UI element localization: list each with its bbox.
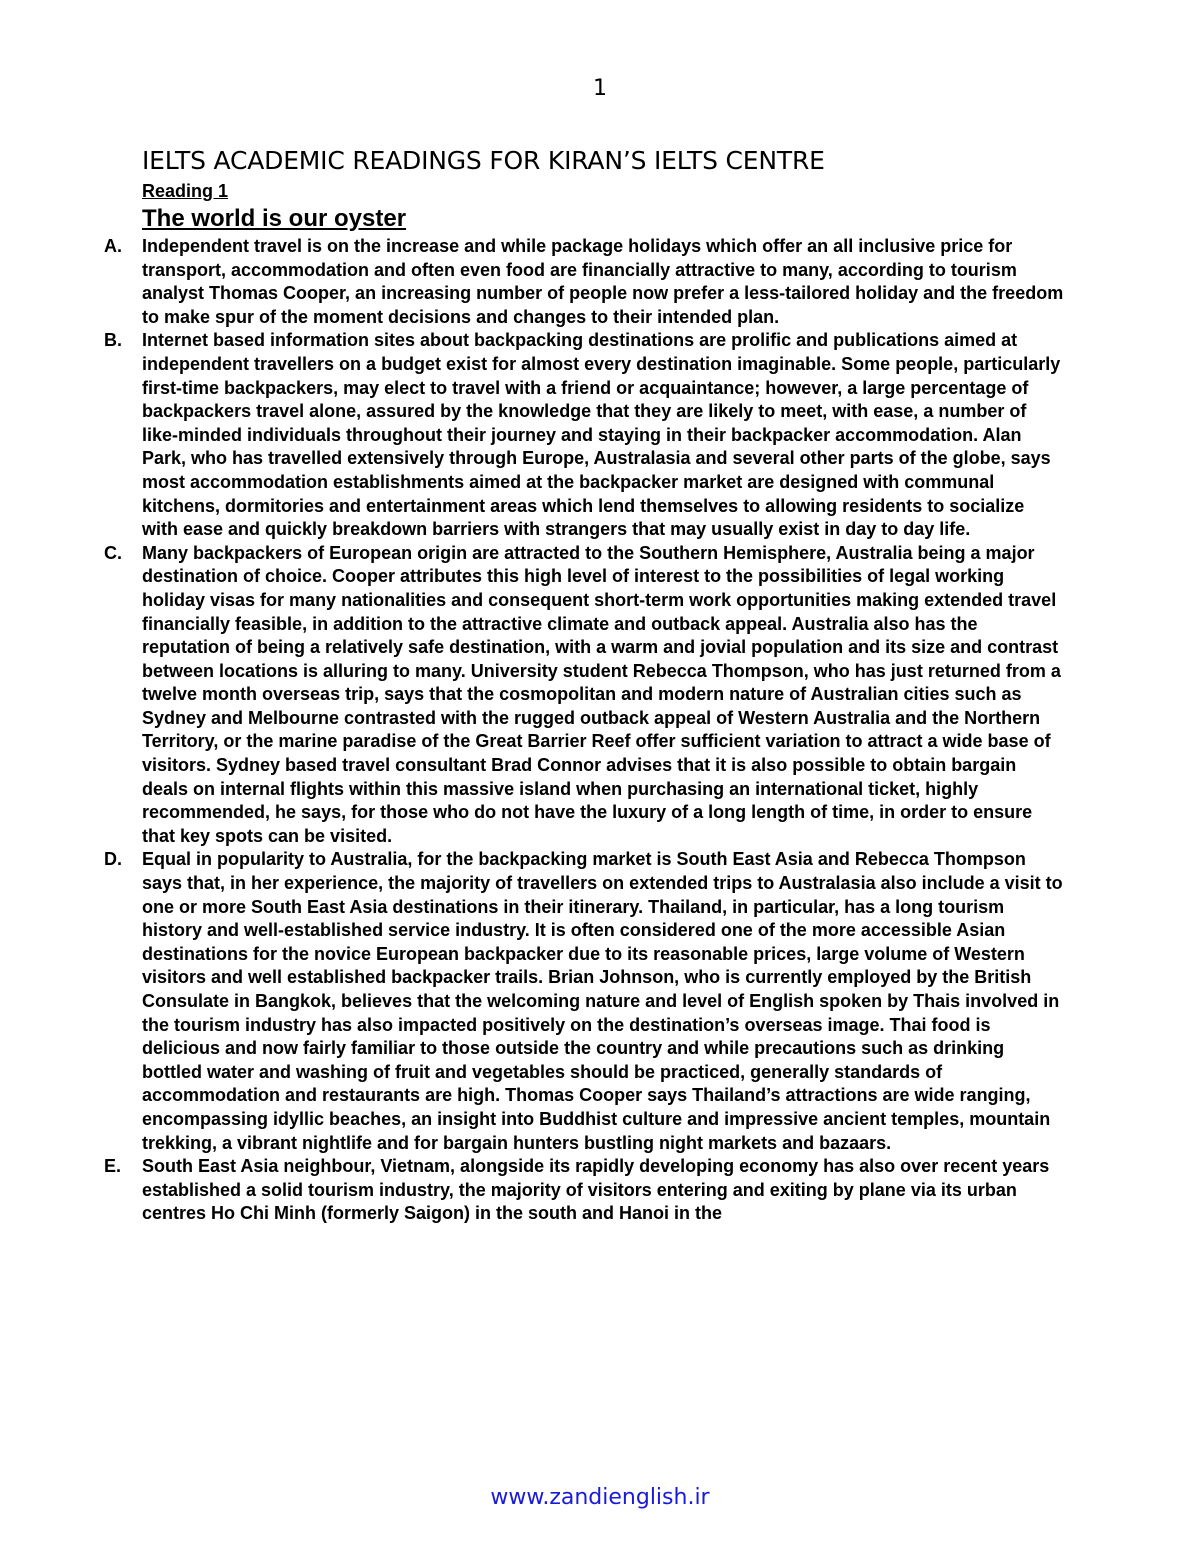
paragraph-list [104, 235, 1064, 1226]
paragraph-a [104, 235, 1064, 329]
paragraph-text: Many backpackers of European origin are attracted to the Southern Hemisphere, Australia being a major destination of choice. Cooper attributes this high level of interest to the possibilities of legal working holiday visas for many nationalities and consequent short-term work opportunities making extended travel financially feasible, in addition to the attractive climate and outback appeal. Australia also has the reputation of being a relatively safe destination, with a warm and jovial population and its size and contrast between locations is alluring to many. University student Rebecca Thompson, who has just returned from a twelve month overseas trip, says that the cosmopolitan and modern nature of Australian cities such as Sydney and Melbourne contrasted with the rugged outback appeal of Western Australia and the Northern Territory, or the marine paradise of the Great Barrier Reef offer sufficient variation to attract a wide base of visitors. Sydney based travel consultant Brad Connor advises that it is also possible to obtain bargain deals on internal flights within this massive island when purchasing an international ticket, highly recommended, he says, for those who do not have the luxury of a long length of time, in order to ensure that key spots can be visited. [142, 542, 1061, 846]
paragraph-d [104, 848, 1064, 1155]
reading-label: Reading 1 [142, 181, 229, 201]
paragraph-text: Independent travel is on the increase and while package holidays which offer an all inclusive price for transport, accommodation and often even food are financially attractive to many, according to tourism analyst Thomas Cooper, an increasing number of people now prefer a less-tailored holiday and the freedom to make spur of the moment decisions and changes to their intended plan. [142, 236, 1064, 327]
paragraph-letter: E. [104, 1156, 122, 1177]
paragraph-e [104, 1155, 1064, 1226]
paragraph-text: South East Asia neighbour, Vietnam, alongside its rapidly developing economy has also over recent years established a solid tourism industry, the majority of visitors entering and exiting by plane via its urban centres Ho Chi Minh (formerly Saigon) in the south and Hanoi in the [142, 1156, 1050, 1224]
reading-title: The world is our oyster [142, 205, 407, 232]
paragraph-text: Internet based information sites about backpacking destinations are prolific and publications aimed at independent travellers on a budget exist for almost every destination imaginable. Some people, particularly first-time backpackers, may elect to travel with a friend or acquaintance; however, a large percentage of backpackers travel alone, assured by the knowledge that they are likely to meet, with ease, a number of like-minded individuals throughout their journey and staying in their backpacker accommodation. Alan Park, who has travelled extensively through Europe, Australasia and several other parts of the globe, says most accommodation establishments aimed at the backpacker market are designed with communal kitchens, dormitories and entertainment areas which lend themselves to allowing residents to socialize with ease and quickly breakdown barriers with strangers that may usually exist in day to day life. [142, 330, 1061, 540]
paragraph-letter: B. [104, 330, 122, 351]
paragraph-letter: D. [104, 849, 122, 870]
paragraph-text: Equal in popularity to Australia, for the backpacking market is South East Asia and Rebecca Thompson says that, in her experience, the majority of travellers on extended trips to Australasia also include a visit to one or more South East Asia destinations in their itinerary. Thailand, in particular, has a long tourism history and well-established service industry. It is often considered one of the more accessible Asian destinations for the novice European backpacker due to its reasonable prices, large volume of Western visitors and well established backpacker trails. Brian Johnson, who is currently employed by the British Consulate in Bangkok, believes that the welcoming nature and level of English spoken by Thais involved in the tourism industry has also impacted positively on the destination’s overseas image. Thai food is delicious and now fairly familiar to those outside the country and while precautions such as drinking bottled water and washing of fruit and vegetables should be practiced, generally standards of accommodation and restaurants are high. Thomas Cooper says Thailand’s attractions are wide ranging, encompassing idyllic beaches, an insight into Buddhist culture and impressive ancient temples, mountain trekking, a vibrant nightlife and for bargain hunters bustling night markets and bazaars. [142, 849, 1063, 1153]
paragraph-letter: A. [104, 236, 122, 256]
paragraph-b [104, 329, 1064, 541]
footer-website: www.zandienglish.ir [490, 1485, 710, 1510]
page-number: 1 [593, 76, 607, 101]
paragraph-c [104, 542, 1064, 849]
paragraph-letter: C. [104, 542, 122, 563]
document-title: IELTS ACADEMIC READINGS FOR KIRAN’S IELTS CENTRE [142, 146, 825, 175]
